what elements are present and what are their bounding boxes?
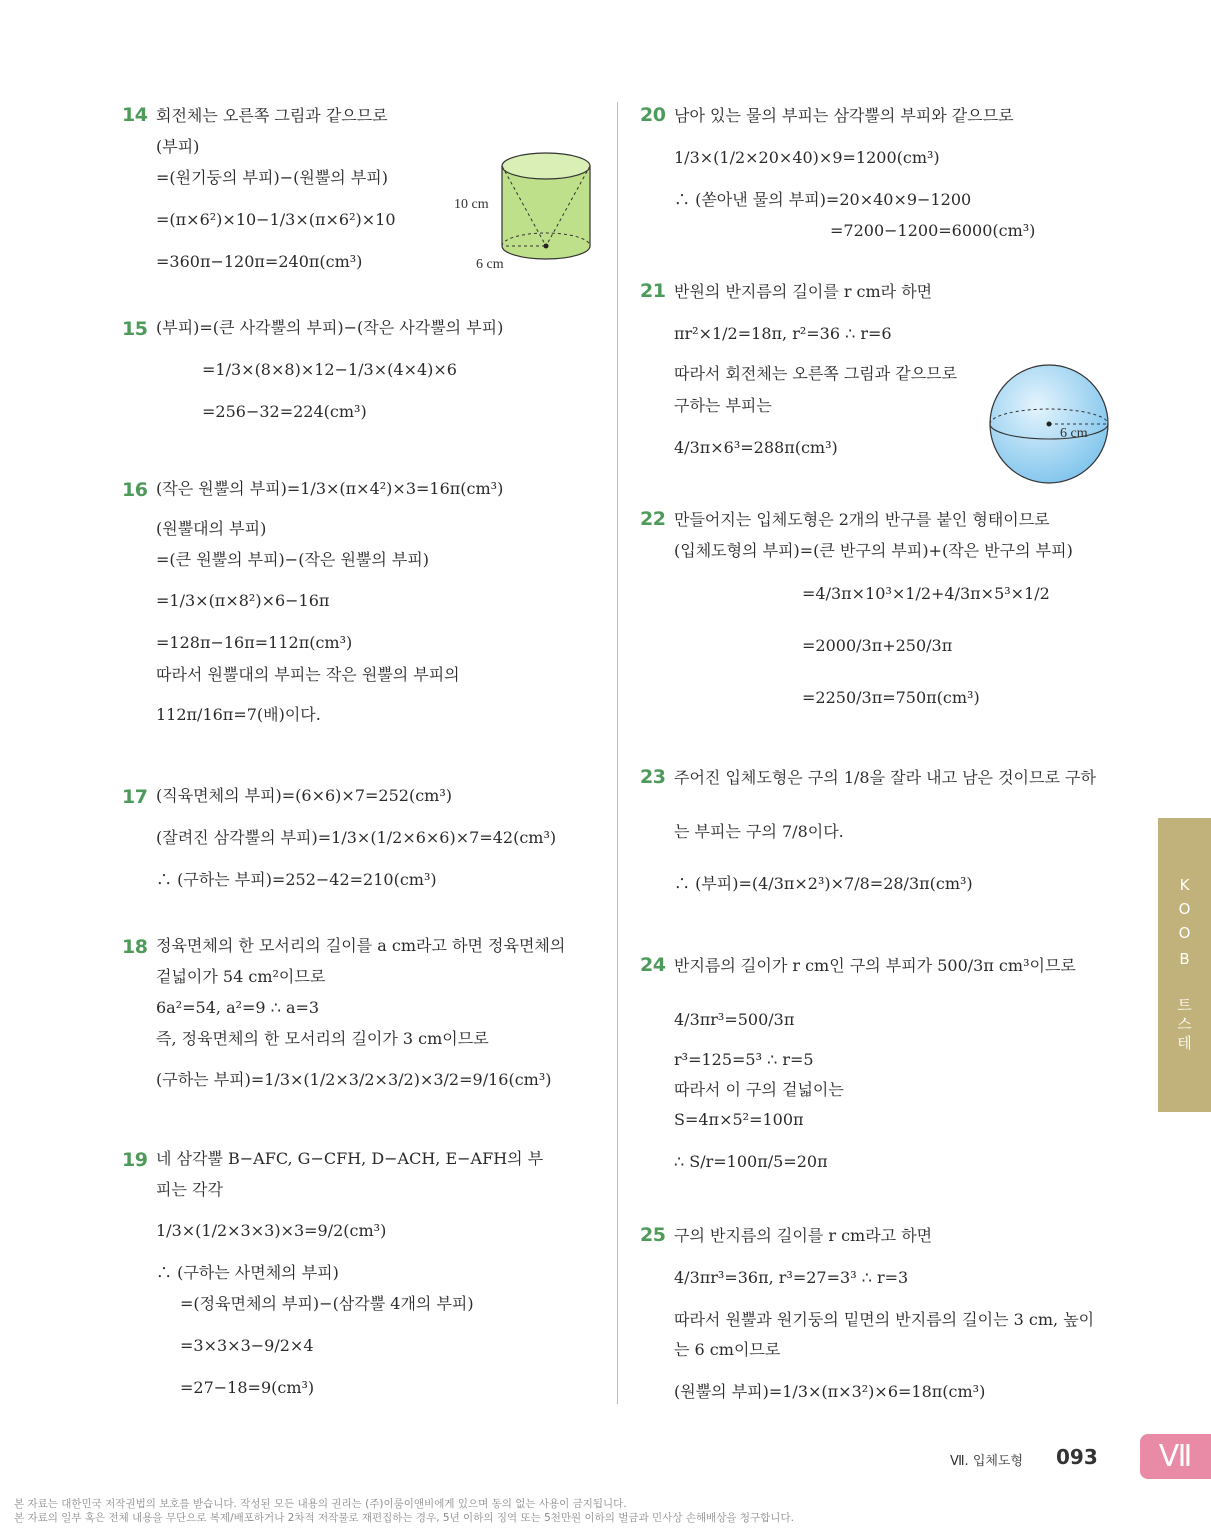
- tab-letter: K: [1179, 876, 1190, 894]
- problem-number: 25: [640, 1224, 666, 1246]
- solution-line: 즉, 정육면체의 한 모서리의 길이가 3 cm이므로: [156, 1029, 489, 1048]
- solution-line: (직육면체의 부피)=(6×6)×7=252(cm³): [156, 786, 452, 805]
- problem-number: 19: [122, 1149, 148, 1171]
- column-divider: [617, 102, 618, 1404]
- solution-line: ∴ (구하는 부피)=252−42=210(cm³): [156, 870, 437, 889]
- problem-number: 14: [122, 104, 148, 126]
- radius-label: 6 cm: [1060, 426, 1088, 441]
- copyright-notice: 본 자료는 대한민국 저작권법의 보호를 받습니다. 작성된 모든 내용의 권리는 (주)이룸이앤비에게 있으며 동의 없는 사용이 금지됩니다.: [14, 1498, 627, 1510]
- problem-number: 15: [122, 318, 148, 340]
- solution-line: =4/3π×10³×1/2+4/3π×5³×1/2: [802, 584, 1050, 603]
- tab-letter: 트: [1177, 996, 1192, 1014]
- solution-line: 는 6 cm이므로: [674, 1340, 781, 1359]
- solution-line: r³=125=5³ ∴ r=5: [674, 1050, 814, 1069]
- solution-line: (잘려진 삼각뿔의 부피)=1/3×(1/2×6×6)×7=42(cm³): [156, 828, 557, 847]
- solution-line: =1/3×(8×8)×12−1/3×(4×4)×6: [202, 360, 457, 379]
- problem-number: 23: [640, 766, 666, 788]
- solution-line: 4/3π×6³=288π(cm³): [674, 438, 838, 457]
- page-number: 093: [1056, 1445, 1098, 1469]
- cylinder-cone-figure: [450, 142, 600, 274]
- solution-line: 겉넓이가 54 cm²이므로: [156, 967, 326, 986]
- solution-line: =2250/3π=750π(cm³): [802, 688, 980, 707]
- problem-number: 18: [122, 936, 148, 958]
- copyright-notice: 본 자료의 일부 혹은 전체 내용을 무단으로 복제/배포하거나 2차적 저작물로 재편집하는 경우, 5년 이하의 징역 또는 5천만원 이하의 벌금과 민사상 손해배상을 청구합니다.: [14, 1512, 794, 1524]
- solution-line: 반지름의 길이가 r cm인 구의 부피가 500/3π cm³이므로: [674, 956, 1076, 975]
- solution-line: (입체도형의 부피)=(큰 반구의 부피)+(작은 반구의 부피): [674, 541, 1073, 560]
- problem-number: 16: [122, 479, 148, 501]
- solution-line: 6a²=54, a²=9 ∴ a=3: [156, 998, 320, 1017]
- solution-line: =360π−120π=240π(cm³): [156, 252, 363, 271]
- solution-line: 주어진 입체도형은 구의 1/8을 잘라 내고 남은 것이므로 구하: [674, 768, 1096, 787]
- solution-line: 4/3πr³=36π, r³=27=3³ ∴ r=3: [674, 1268, 909, 1287]
- solution-line: 따라서 원뿔대의 부피는 작은 원뿔의 부피의: [156, 665, 460, 684]
- solution-line: 1/3×(1/2×20×40)×9=1200(cm³): [674, 148, 940, 167]
- solution-line: 따라서 원뿔과 원기둥의 밑면의 반지름의 길이는 3 cm, 높이: [674, 1310, 1095, 1329]
- solution-line: =3×3×3−9/2×4: [180, 1336, 314, 1355]
- solution-line: ∴ (부피)=(4/3π×2³)×7/8=28/3π(cm³): [674, 874, 973, 893]
- solution-line: 구하는 부피는: [674, 396, 772, 415]
- solution-line: =7200−1200=6000(cm³): [830, 221, 1036, 240]
- solution-line: =(정육면체의 부피)−(삼각뿔 4개의 부피): [180, 1294, 474, 1313]
- solution-line: ∴ (쏟아낸 물의 부피)=20×40×9−1200: [674, 190, 972, 209]
- tab-letter: 스: [1177, 1015, 1192, 1033]
- tab-letter: 테: [1177, 1034, 1192, 1052]
- chapter-badge: Ⅶ: [1140, 1434, 1211, 1479]
- solution-line: ∴ S/r=100π/5=20π: [674, 1152, 828, 1171]
- solution-line: (원뿔대의 부피): [156, 519, 267, 538]
- solution-line: 정육면체의 한 모서리의 길이를 a cm라고 하면 정육면체의: [156, 936, 566, 955]
- solution-line: (원뿔의 부피)=1/3×(π×3²)×6=18π(cm³): [674, 1382, 986, 1401]
- solution-line: 반원의 반지름의 길이를 r cm라 하면: [674, 282, 933, 301]
- solution-line: =27−18=9(cm³): [180, 1378, 315, 1397]
- solution-line: (부피): [156, 137, 200, 156]
- solution-line: =2000/3π+250/3π: [802, 636, 953, 655]
- solution-line: S=4π×5²=100π: [674, 1110, 804, 1129]
- solution-line: 회전체는 오른쪽 그림과 같으므로: [156, 106, 388, 125]
- problem-number: 17: [122, 786, 148, 808]
- solution-line: 네 삼각뿔 B−AFC, G−CFH, D−ACH, E−AFH의 부: [156, 1149, 544, 1168]
- solution-line: (작은 원뿔의 부피)=1/3×(π×4²)×3=16π(cm³): [156, 479, 504, 498]
- problem-number: 22: [640, 508, 666, 530]
- solution-line: =(π×6²)×10−1/3×(π×6²)×10: [156, 210, 396, 229]
- solution-line: (구하는 부피)=1/3×(1/2×3/2×3/2)×3/2=9/16(cm³): [156, 1070, 552, 1089]
- solution-line: 112π/16π=7(배)이다.: [156, 705, 321, 724]
- solution-line: =(큰 원뿔의 부피)−(작은 원뿔의 부피): [156, 550, 430, 569]
- solution-line: (부피)=(큰 사각뿔의 부피)−(작은 사각뿔의 부피): [156, 318, 504, 337]
- solution-line: πr²×1/2=18π, r²=36 ∴ r=6: [674, 324, 892, 343]
- tab-letter: O: [1178, 900, 1191, 918]
- tab-letter: B: [1179, 950, 1190, 968]
- solution-line: 4/3πr³=500/3π: [674, 1010, 795, 1029]
- height-label: 10 cm: [454, 197, 489, 212]
- solution-line: 만들어지는 입체도형은 2개의 반구를 붙인 형태이므로: [674, 510, 1050, 529]
- solution-line: =(원기둥의 부피)−(원뿔의 부피): [156, 168, 388, 187]
- solution-line: 1/3×(1/2×3×3)×3=9/2(cm³): [156, 1221, 387, 1240]
- problem-number: 21: [640, 280, 666, 302]
- solution-line: 피는 각각: [156, 1180, 223, 1199]
- solution-line: 따라서 이 구의 겉넓이는: [674, 1080, 844, 1099]
- radius-label: 6 cm: [476, 257, 504, 272]
- solution-line: =128π−16π=112π(cm³): [156, 633, 353, 652]
- problem-number: 24: [640, 954, 666, 976]
- tab-letter: O: [1178, 924, 1191, 942]
- solution-line: 남아 있는 물의 부피는 삼각뿔의 부피와 같으므로: [674, 106, 1014, 125]
- problem-number: 20: [640, 104, 666, 126]
- solution-line: 는 부피는 구의 7/8이다.: [674, 822, 844, 841]
- solution-line: 따라서 회전체는 오른쪽 그림과 같으므로: [674, 364, 958, 383]
- chapter-label: Ⅶ. 입체도형: [950, 1454, 1024, 1469]
- solution-line: ∴ (구하는 사면체의 부피): [156, 1263, 339, 1282]
- section-tab: [1158, 818, 1211, 1112]
- sphere-figure: [986, 362, 1112, 486]
- solution-line: =1/3×(π×8²)×6−16π: [156, 591, 330, 610]
- solution-line: 구의 반지름의 길이를 r cm라고 하면: [674, 1226, 933, 1245]
- solution-line: =256−32=224(cm³): [202, 402, 367, 421]
